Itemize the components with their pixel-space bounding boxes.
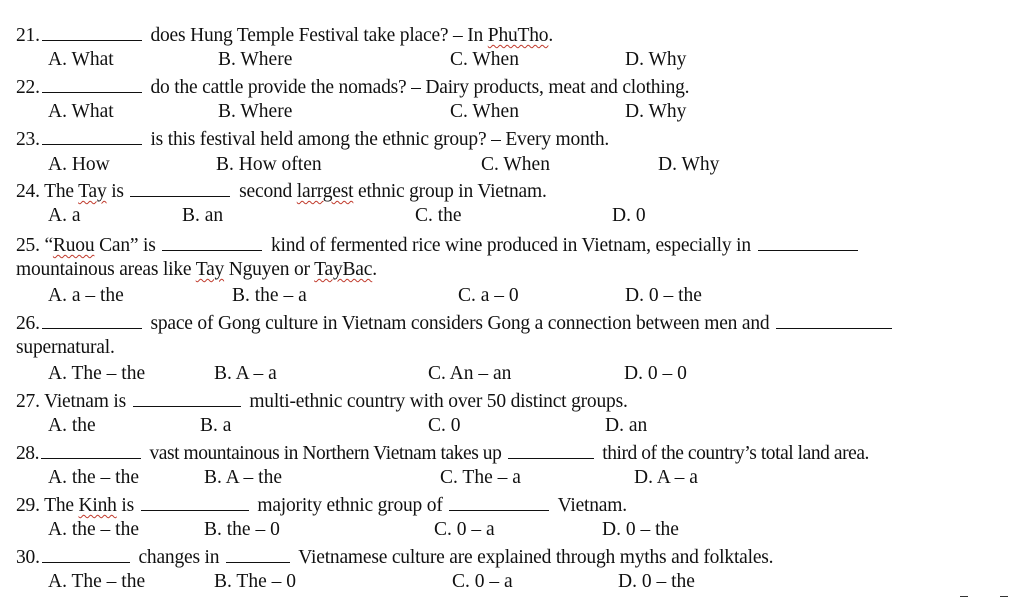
question-23: 23. is this festival held among the ethnic group? – Every month. bbox=[16, 126, 609, 152]
answer-blank bbox=[758, 232, 858, 251]
option-b[interactable]: B. the – 0 bbox=[204, 519, 280, 540]
option-b[interactable]: B. A – the bbox=[204, 467, 283, 488]
option-c[interactable]: C. When bbox=[450, 49, 519, 70]
option-b[interactable]: B. The – 0 bbox=[214, 571, 296, 592]
option-d[interactable]: D. 0 – the bbox=[602, 519, 679, 540]
option-c[interactable]: C. When bbox=[450, 101, 519, 122]
option-b[interactable]: B. Where bbox=[218, 49, 293, 70]
option-c[interactable]: C. An – an bbox=[428, 363, 512, 384]
option-d[interactable]: D. 0 – the bbox=[625, 285, 702, 306]
answer-blank bbox=[42, 544, 130, 563]
question-30: 30. changes in Vietnamese culture are explained through myths and folktales. bbox=[16, 544, 773, 570]
answer-blank bbox=[508, 440, 594, 459]
question-22: 22. do the cattle provide the nomads? – Dairy products, meat and clothing. bbox=[16, 74, 689, 100]
answer-blank bbox=[42, 310, 142, 329]
edge-mark bbox=[1000, 596, 1008, 597]
option-a[interactable]: A. a bbox=[48, 205, 81, 226]
option-a[interactable]: A. What bbox=[48, 49, 114, 70]
option-a[interactable]: A. The – the bbox=[48, 363, 146, 384]
answer-blank bbox=[42, 22, 142, 41]
option-c[interactable]: C. 0 – a bbox=[452, 571, 513, 592]
option-a[interactable]: A. The – the bbox=[48, 571, 146, 592]
edge-mark bbox=[960, 596, 968, 597]
option-d[interactable]: D. A – a bbox=[634, 467, 698, 488]
question-27: 27. Vietnam is multi-ethnic country with over 50 distinct groups. bbox=[16, 388, 628, 414]
option-c[interactable]: C. The – a bbox=[440, 467, 521, 488]
option-b[interactable]: B. an bbox=[182, 205, 224, 226]
option-d[interactable]: D. 0 – 0 bbox=[624, 363, 687, 384]
answer-blank bbox=[133, 388, 241, 407]
question-25: 25. “Ruou Can” is kind of fermented rice wine produced in Vietnam, especially in bbox=[16, 232, 862, 258]
answer-blank bbox=[141, 492, 249, 511]
answer-blank bbox=[42, 74, 142, 93]
question-26: 26. space of Gong culture in Vietnam considers Gong a connection between men and bbox=[16, 310, 896, 336]
option-d[interactable]: D. an bbox=[605, 415, 648, 436]
option-d[interactable]: D. 0 bbox=[612, 205, 646, 226]
option-d[interactable]: D. 0 – the bbox=[618, 571, 695, 592]
option-b[interactable]: B. How often bbox=[216, 154, 322, 175]
question-29: 29. The Kinh is majority ethnic group of Vietnam. bbox=[16, 492, 627, 518]
question-24: 24. The Tay is second larrgest ethnic group in Vietnam. bbox=[16, 178, 547, 204]
option-a[interactable]: A. the bbox=[48, 415, 96, 436]
option-d[interactable]: D. Why bbox=[625, 49, 687, 70]
option-d[interactable]: D. Why bbox=[625, 101, 687, 122]
option-b[interactable]: B. Where bbox=[218, 101, 293, 122]
option-c[interactable]: C. When bbox=[481, 154, 550, 175]
question-28: 28. vast mountainous in Northern Vietnam takes up third of the country’s total land area. bbox=[16, 440, 869, 466]
question-25-continued: mountainous areas like Tay Nguyen or TayBac. bbox=[16, 259, 377, 280]
answer-blank bbox=[130, 178, 230, 197]
answer-blank bbox=[226, 544, 290, 563]
option-c[interactable]: C. 0 bbox=[428, 415, 461, 436]
option-c[interactable]: C. 0 – a bbox=[434, 519, 495, 540]
option-d[interactable]: D. Why bbox=[658, 154, 720, 175]
question-26-continued: supernatural. bbox=[16, 337, 115, 358]
answer-blank bbox=[42, 126, 142, 145]
option-a[interactable]: A. the – the bbox=[48, 467, 139, 488]
option-a[interactable]: A. What bbox=[48, 101, 114, 122]
answer-blank bbox=[449, 492, 549, 511]
answer-blank bbox=[41, 440, 141, 459]
answer-blank bbox=[776, 310, 892, 329]
question-21: 21. does Hung Temple Festival take place? – In PhuTho. bbox=[16, 22, 553, 48]
option-a[interactable]: A. How bbox=[48, 154, 110, 175]
option-a[interactable]: A. a – the bbox=[48, 285, 124, 306]
option-b[interactable]: B. a bbox=[200, 415, 232, 436]
answer-blank bbox=[162, 232, 262, 251]
option-c[interactable]: C. a – 0 bbox=[458, 285, 519, 306]
option-b[interactable]: B. the – a bbox=[232, 285, 307, 306]
option-b[interactable]: B. A – a bbox=[214, 363, 277, 384]
option-c[interactable]: C. the bbox=[415, 205, 462, 226]
option-a[interactable]: A. the – the bbox=[48, 519, 139, 540]
